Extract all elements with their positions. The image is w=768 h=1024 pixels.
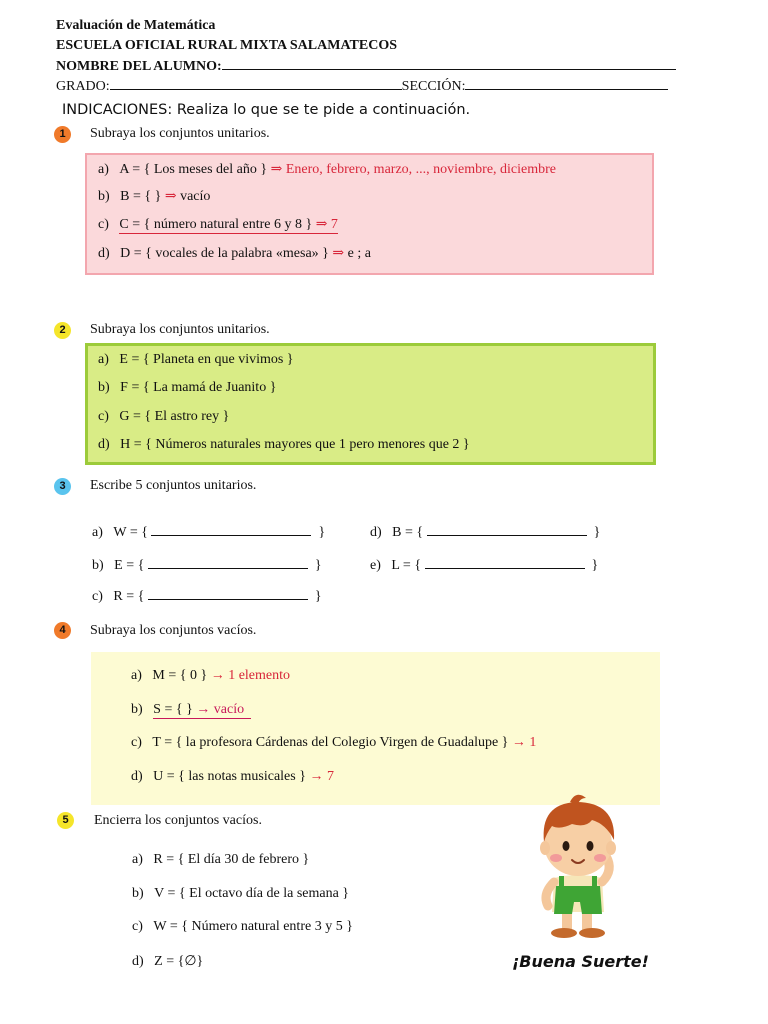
q2-item-b: b) F = { La mamá de Juanito } [98, 380, 277, 395]
question-3-number: 3 [54, 478, 71, 495]
q3-blank-d[interactable] [427, 523, 587, 536]
question-1-number: 1 [54, 126, 71, 143]
grade-section-row [56, 77, 668, 96]
question-4-number: 4 [54, 622, 71, 639]
boy-left-shoe [551, 928, 577, 938]
q3-blank-a[interactable] [151, 523, 311, 536]
school-name: ESCUELA OFICIAL RURAL MIXTA SALAMATECOS [56, 38, 397, 53]
q1-item-d: d) D = { vocales de la palabra «mesa» } ⇒ e ; a [98, 246, 371, 261]
question-4-title: Subraya los conjuntos vacíos. [90, 623, 257, 638]
q1-item-c: c) C = { número natural entre 6 y 8 } ⇒ 7 [98, 217, 338, 232]
boy-right-ear [606, 841, 616, 855]
q5-item-a: a) R = { El día 30 de febrero } [132, 852, 310, 867]
question-2-title: Subraya los conjuntos unitarios. [90, 322, 270, 337]
q4-item-c: c) T = { la profesora Cárdenas del Colegio Virgen de Guadalupe } → 1 [131, 735, 537, 750]
good-luck-text: ¡Buena Suerte! [512, 952, 649, 971]
instructions: INDICACIONES: Realiza lo que se te pide a continuación. [62, 102, 471, 118]
grade-label: GRADO: [56, 79, 110, 94]
q3-blank-e[interactable] [425, 556, 585, 569]
question-1-title: Subraya los conjuntos unitarios. [90, 126, 270, 141]
q2-item-d: d) H = { Números naturales mayores que 1 pero menores que 2 } [98, 437, 470, 452]
q3-item-a: a) W = { } [92, 525, 326, 540]
grade-blank[interactable] [110, 77, 402, 90]
boy-right-eye [587, 841, 594, 851]
q5-item-b: b) V = { El octavo día de la semana } [132, 886, 350, 901]
q1-item-b: b) B = { } ⇒ vacío [98, 189, 211, 204]
question-3-title: Escribe 5 conjuntos unitarios. [90, 478, 257, 493]
q1-item-c-underline: C = { número natural entre 6 y 8 } ⇒ 7 [119, 217, 338, 232]
boy-left-eye [563, 841, 570, 851]
q3-item-c: c) R = { } [92, 589, 322, 604]
section-blank[interactable] [465, 77, 668, 90]
question-2-number: 2 [54, 322, 71, 339]
student-name-label: NOMBRE DEL ALUMNO: [56, 59, 222, 74]
cartoon-boy-illustration [526, 790, 630, 940]
q2-item-a: a) E = { Planeta en que vivimos } [98, 352, 294, 367]
question-5-title: Encierra los conjuntos vacíos. [94, 813, 262, 828]
section-label: SECCIÓN: [401, 79, 466, 94]
student-name-blank[interactable] [222, 57, 676, 70]
q3-item-e: e) L = { } [370, 558, 599, 573]
boy-right-shoe [579, 928, 605, 938]
q1-item-a: a) A = { Los meses del año } ⇒ Enero, febrero, marzo, ..., noviembre, diciembre [98, 162, 557, 177]
q3-item-b: b) E = { } [92, 558, 322, 573]
q2-item-c: c) G = { El astro rey } [98, 409, 230, 424]
question-5-number: 5 [57, 812, 74, 829]
q3-blank-b[interactable] [148, 556, 308, 569]
q4-item-b: b) S = { } → vacío [131, 702, 251, 718]
q4-item-b-underline: S = { } → vacío [153, 702, 251, 719]
boy-left-strap [559, 876, 564, 890]
q3-blank-c[interactable] [148, 587, 308, 600]
student-name-row [56, 57, 676, 76]
boy-left-ear [540, 841, 550, 855]
q5-item-d: d) Z = {∅} [132, 954, 204, 969]
boy-right-cheek [594, 854, 606, 862]
exam-title: Evaluación de Matemática [56, 18, 216, 33]
q4-item-d: d) U = { las notas musicales } → 7 [131, 769, 334, 784]
q3-item-d: d) B = { } [370, 525, 601, 540]
boy-left-cheek [550, 854, 562, 862]
boy-right-strap [592, 876, 597, 890]
q4-item-a: a) M = { 0 } → 1 elemento [131, 668, 290, 683]
q5-item-c: c) W = { Número natural entre 3 y 5 } [132, 919, 353, 934]
